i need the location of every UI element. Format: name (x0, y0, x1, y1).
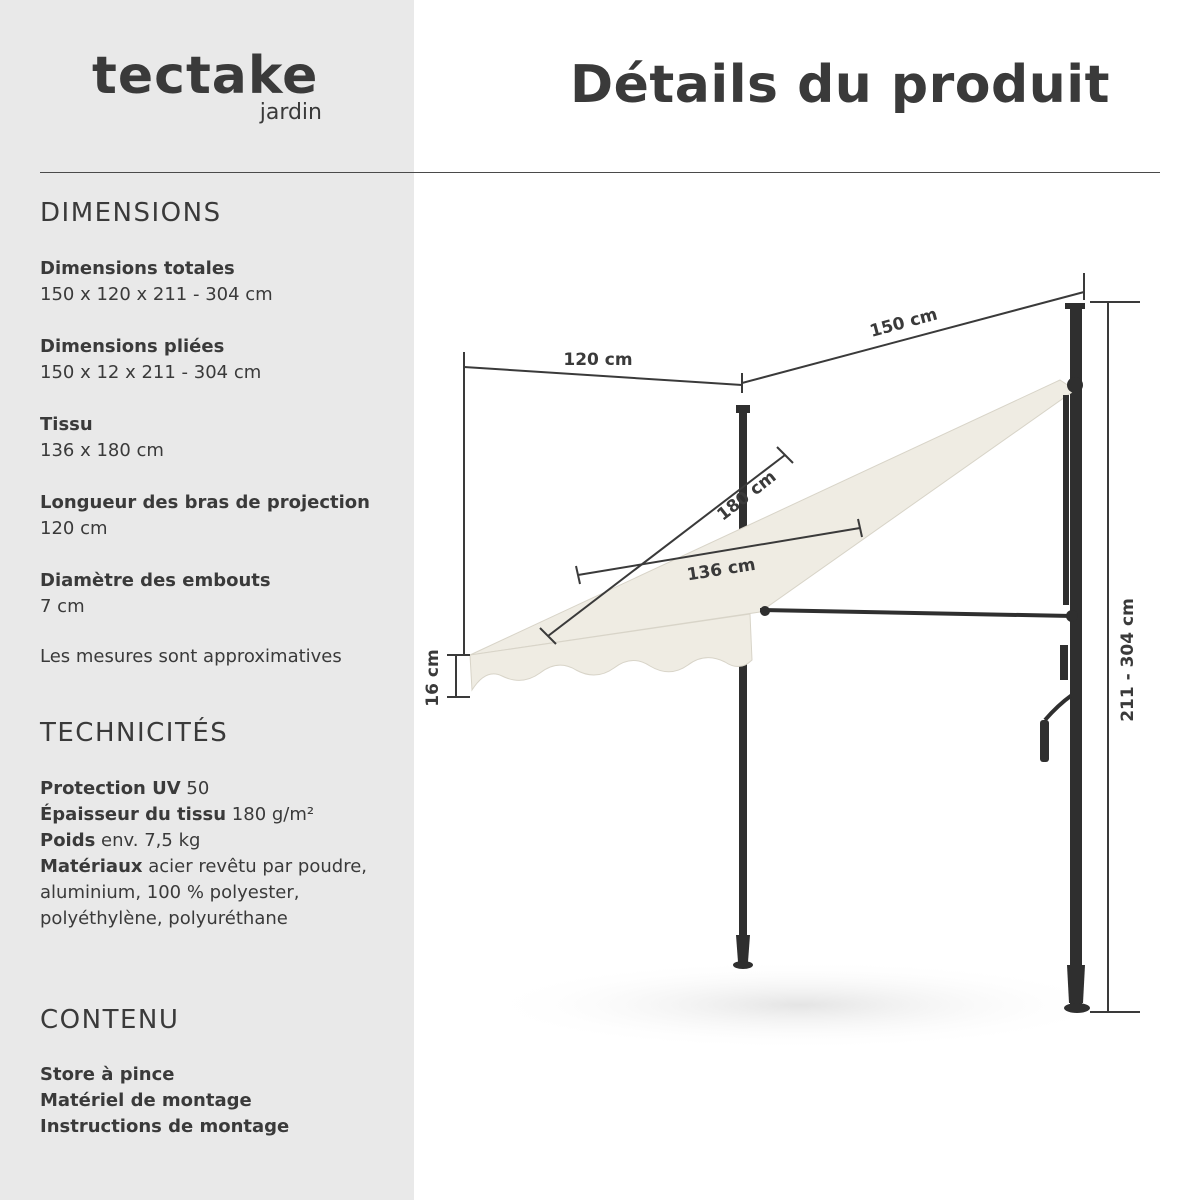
spec-value: 136 x 180 cm (40, 440, 164, 461)
measurement-note: Les mesures sont approximatives (40, 646, 342, 667)
spec-value: 150 x 120 x 211 - 304 cm (40, 284, 273, 305)
contents-item: Store à pince (40, 1064, 175, 1085)
contents-item: Matériel de montage (40, 1090, 252, 1111)
awning-diagram (414, 180, 1200, 1200)
spec-value: 150 x 12 x 211 - 304 cm (40, 362, 262, 383)
spec-total-dimensions (40, 256, 400, 308)
crank-handle (1040, 645, 1072, 762)
spec-label: Diamètre des embouts (40, 570, 271, 591)
tech-item-weight (40, 828, 380, 854)
dimensions-heading: DIMENSIONS (40, 198, 222, 228)
tech-value: 180 g/m² (226, 804, 315, 825)
tectake-logo (92, 46, 332, 125)
tech-item-materials (40, 854, 380, 932)
tech-key: Poids (40, 830, 96, 851)
spec-value: 7 cm (40, 596, 85, 617)
contents-list (40, 1062, 289, 1140)
technical-heading: TECHNICITÉS (40, 718, 229, 748)
spec-label: Dimensions totales (40, 258, 235, 279)
contents-item: Instructions de montage (40, 1116, 290, 1137)
brand-name: tectake (92, 46, 319, 106)
page-title: Détails du produit (570, 55, 1110, 115)
spec-label: Dimensions pliées (40, 336, 225, 357)
ground-shadow (480, 960, 1120, 1050)
spec-fabric (40, 412, 400, 464)
tech-value: 50 (180, 778, 210, 799)
spec-end-cap-diameter (40, 568, 400, 620)
tech-value: acier revêtu par poudre, aluminium, 100 % polyester, polyéthylène, polyuréthane (40, 856, 367, 929)
spec-value: 120 cm (40, 518, 108, 539)
technical-list (40, 776, 380, 932)
spec-arm-length (40, 490, 400, 542)
height-label: 211 - 304 cm (1118, 598, 1138, 722)
tech-item-thickness (40, 802, 380, 828)
tech-item-uv (40, 776, 380, 802)
valance-label: 16 cm (423, 649, 443, 707)
spec-label: Tissu (40, 414, 93, 435)
depth-label: 120 cm (563, 350, 633, 370)
brand-subline: jardin (259, 100, 322, 125)
tech-key: Protection UV (40, 778, 181, 799)
tech-value: env. 7,5 kg (95, 830, 201, 851)
fabric-length-label: 180 cm (713, 466, 781, 526)
spec-folded-dimensions (40, 334, 400, 386)
tech-key: Épaisseur du tissu (40, 804, 227, 825)
contents-heading: CONTENU (40, 1005, 180, 1035)
width-label: 150 cm (867, 304, 940, 342)
fabric-width-label: 136 cm (685, 554, 757, 586)
header-divider (40, 172, 1160, 173)
tech-key: Matériaux (40, 856, 143, 877)
spec-label: Longueur des bras de projection (40, 492, 370, 513)
projection-arm (760, 606, 1078, 622)
